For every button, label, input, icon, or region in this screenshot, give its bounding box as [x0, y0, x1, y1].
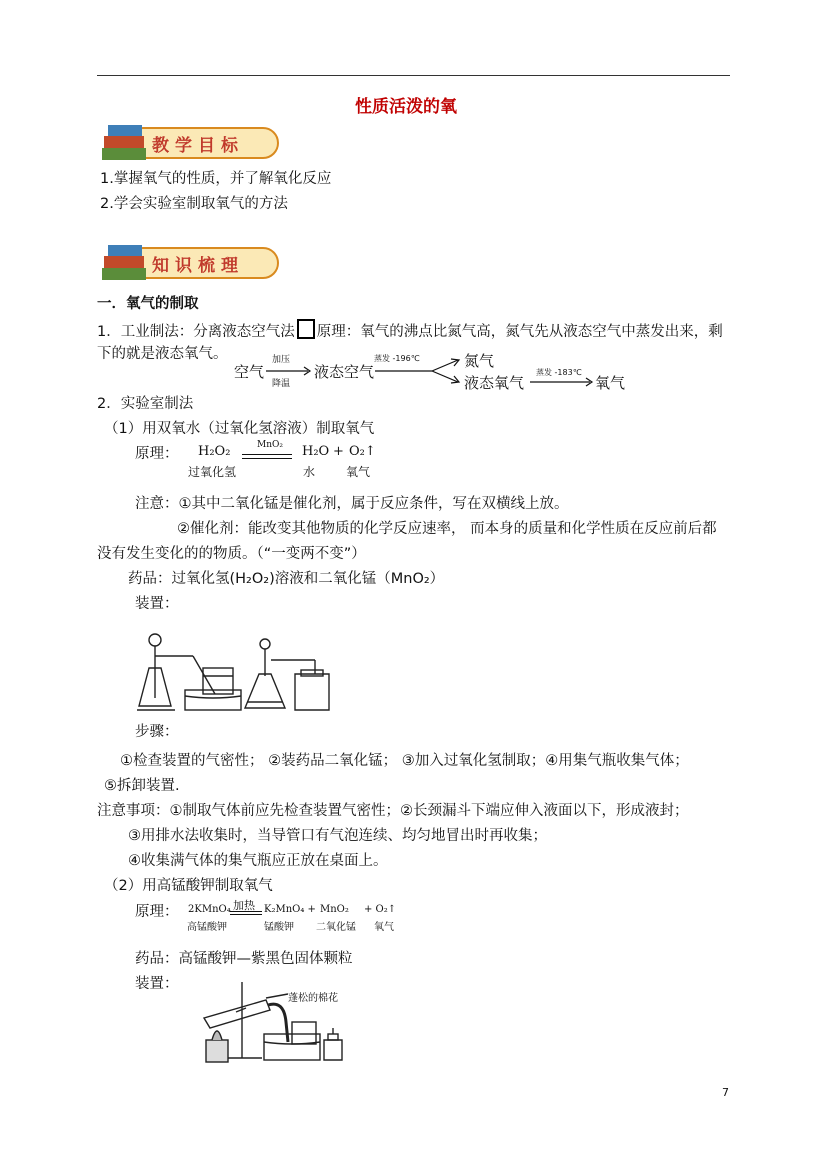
h2o2-apparatus-diagram	[135, 628, 330, 716]
kmno4-apparatus-label: 装置：	[135, 976, 179, 992]
h2o2-catalyst: MnO₂	[257, 440, 283, 450]
h2o2-steps-1: ①检查装置的气密性； ②装药品二氧化锰； ③加入过氧化氢制取；④用集气瓶收集气体；	[120, 753, 689, 769]
banner-knowledge-text: 知识梳理	[152, 256, 244, 276]
flow-liquid-air: 液态空气	[314, 363, 375, 381]
h2o2-caution-3: ④收集满气体的集气瓶应正放在桌面上。	[128, 853, 388, 869]
h2o2-reactant: H₂O₂	[198, 444, 231, 459]
kmno4-heading: （2）用高锰酸钾制取氧气	[104, 878, 273, 894]
answer-box	[297, 319, 315, 339]
knowledge-banner	[100, 242, 282, 284]
kmno4-double-line	[230, 911, 262, 915]
h2o2-caution-1: 注意事项：①制取气体前应先检查装置气密性；②长颈漏斗下端应伸入液面以下，形成液封；	[97, 803, 689, 819]
h2o2-caution-2: ③用排水法收集时，当导管口有气泡连续、均匀地冒出时再收集；	[128, 828, 547, 844]
flow-evap-2: 蒸发 -183℃	[536, 368, 582, 377]
kmno4-reagents: 药品：高锰酸钾—紫黑色固体颗粒	[135, 951, 353, 967]
kmno4-product-3: + O₂↑	[364, 904, 397, 915]
lab-heading: 2．实验室制法	[97, 396, 194, 412]
h2o2-product-oxygen: O₂↑	[349, 444, 376, 459]
name-manganese-dioxide: 二氧化锰	[316, 922, 356, 933]
flow-oxygen: 氧气	[595, 374, 626, 392]
flow-air: 空气	[234, 363, 265, 381]
flow-pressurize: 加压	[272, 355, 291, 365]
name-oxygen: 氧气	[346, 465, 371, 479]
flow-nitrogen: 氮气	[464, 352, 495, 370]
top-rule	[97, 75, 730, 76]
industrial-principle: 原理：氧气的沸点比氮气高，氮气先从液态空气中蒸发出来，剩	[316, 324, 723, 340]
goal-1: 1.掌握氧气的性质，并了解氧化反应	[100, 171, 332, 187]
kmno4-product-1: K₂MnO₄ +	[264, 904, 316, 915]
kmno4-product-2: MnO₂	[320, 904, 349, 915]
industrial-line-1	[97, 319, 723, 342]
h2o2-note-2: ②催化剂：能改变其他物质的化学反应速率， 而本身的质量和化学性质在反应前后都	[177, 521, 717, 537]
cotton-label: 蓬松的棉花	[288, 993, 338, 1004]
industrial-method: 1．工业制法：分离液态空气法	[97, 324, 295, 340]
h2o2-note-3: 没有发生变化的的物质。（“一变两不变”）	[97, 546, 366, 562]
page-title: 性质活泼的氧	[355, 97, 457, 117]
name-potassium-permanganate: 高锰酸钾	[187, 922, 227, 933]
h2o2-apparatus-label: 装置：	[135, 596, 179, 612]
industrial-line-2: 下的就是液态氧气。	[97, 346, 228, 362]
kmno4-condition: 加热	[233, 899, 255, 912]
kmno4-principle-label: 原理：	[135, 904, 179, 920]
h2o2-reagents: 药品：过氧化氢(H₂O₂)溶液和二氧化锰（MnO₂）	[128, 571, 445, 587]
h2o2-steps-2: ⑤拆卸装置.	[104, 778, 180, 794]
goal-2: 2.学会实验室制取氧气的方法	[100, 196, 288, 212]
flow-cool: 降温	[272, 379, 291, 389]
kmno4-reactant: 2KMnO₄	[188, 904, 231, 915]
flow-liquid-oxygen: 液态氧气	[464, 374, 525, 392]
industrial-flow-diagram	[232, 350, 632, 392]
equation-double-line	[242, 454, 292, 459]
h2o2-heading: （1）用双氧水（过氧化氢溶液）制取氧气	[104, 421, 375, 437]
name-hydrogen-peroxide: 过氧化氢	[188, 465, 237, 479]
h2o2-plus: +	[333, 444, 344, 459]
h2o2-product-water: H₂O	[302, 444, 330, 459]
section-heading-oxygen-preparation: 一．氧气的制取	[97, 296, 199, 312]
name-water: 水	[303, 465, 316, 479]
flow-evap-1: 蒸发 -196℃	[374, 354, 420, 363]
name-potassium-manganate: 锰酸钾	[264, 922, 294, 933]
banner-goal-text: 教学目标	[152, 136, 244, 156]
h2o2-principle-label: 原理：	[135, 446, 179, 462]
page-number: 7	[722, 1086, 729, 1099]
h2o2-note-1: 注意：①其中二氧化锰是催化剂，属于反应条件，写在双横线上放。	[135, 496, 569, 512]
h2o2-steps-label: 步骤：	[135, 724, 179, 740]
name-oxygen-2: 氧气	[374, 922, 394, 933]
teaching-goals-banner	[100, 122, 282, 164]
